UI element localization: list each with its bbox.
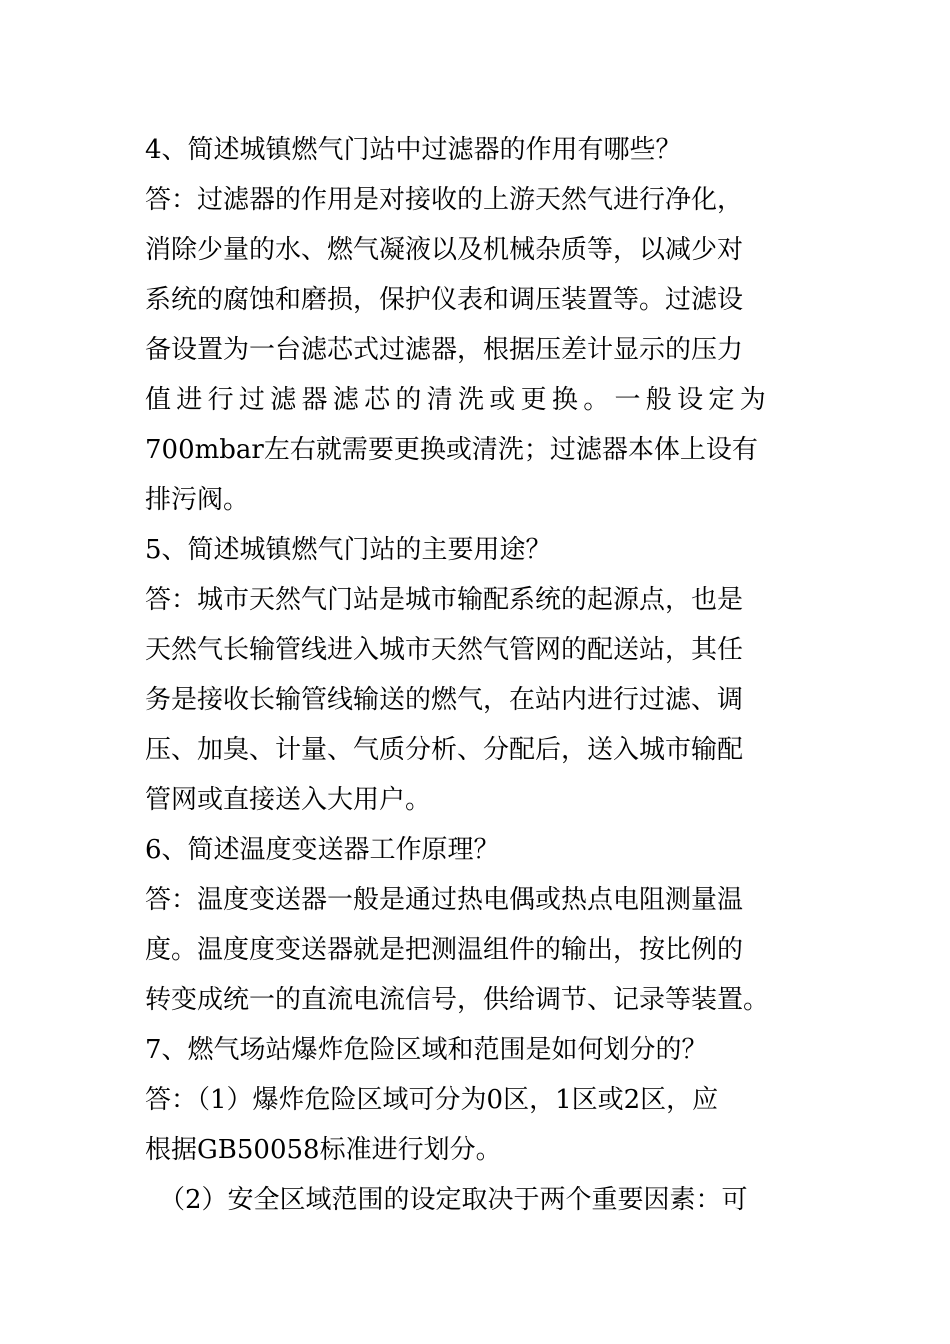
answer-5-line-5: 管网或直接送入大用户。 [145, 785, 432, 815]
question-4: 4、简述城镇燃气门站中过滤器的作用有哪些？ [145, 135, 682, 165]
answer-7-line-1: 答：（1）爆炸危险区域可分为0区，1区或2区，应 [145, 1085, 719, 1115]
answer-4-line-1: 答：过滤器的作用是对接收的上游天然气进行净化， [145, 185, 744, 215]
answer-6-line-3: 转变成统一的直流电流信号，供给调节、记录等装置。 [145, 985, 770, 1015]
answer-5-line-3: 务是接收长输管线输送的燃气，在站内进行过滤、调 [145, 685, 744, 715]
answer-4-line-2: 消除少量的水、燃气凝液以及机械杂质等，以减少对 [145, 235, 744, 265]
answer-6-line-1: 答：温度变送器一般是通过热电偶或热点电阻测量温 [145, 885, 744, 915]
answer-5-line-1: 答：城市天然气门站是城市输配系统的起源点，也是 [145, 585, 744, 615]
question-6: 6、简述温度变送器工作原理？ [145, 835, 500, 865]
answer-7-line-3: （2）安全区域范围的设定取决于两个重要因素：可 [159, 1185, 748, 1215]
answer-7-line-2: 根据GB50058标准进行划分。 [145, 1135, 502, 1165]
answer-5-line-2: 天然气长输管线进入城市天然气管网的配送站，其任 [145, 635, 744, 665]
answer-4-line-5: 值进行过滤器滤芯的清洗或更换。一般设定为 [145, 385, 772, 415]
answer-6-line-2: 度。温度度变送器就是把测温组件的输出，按比例的 [145, 935, 744, 965]
answer-5-line-4: 压、加臭、计量、气质分析、分配后，送入城市输配 [145, 735, 744, 765]
answer-4-line-4: 备设置为一台滤芯式过滤器，根据压差计显示的压力 [145, 335, 744, 365]
answer-4-line-3: 系统的腐蚀和磨损，保护仪表和调压装置等。过滤设 [145, 285, 744, 315]
answer-4-line-6: 700mbar左右就需要更换或清洗；过滤器本体上设有 [145, 435, 758, 465]
document-body [145, 125, 825, 1225]
question-5: 5、简述城镇燃气门站的主要用途？ [145, 535, 552, 565]
answer-4-line-7: 排污阀。 [145, 485, 250, 515]
question-7: 7、燃气场站爆炸危险区域和范围是如何划分的？ [145, 1035, 708, 1065]
